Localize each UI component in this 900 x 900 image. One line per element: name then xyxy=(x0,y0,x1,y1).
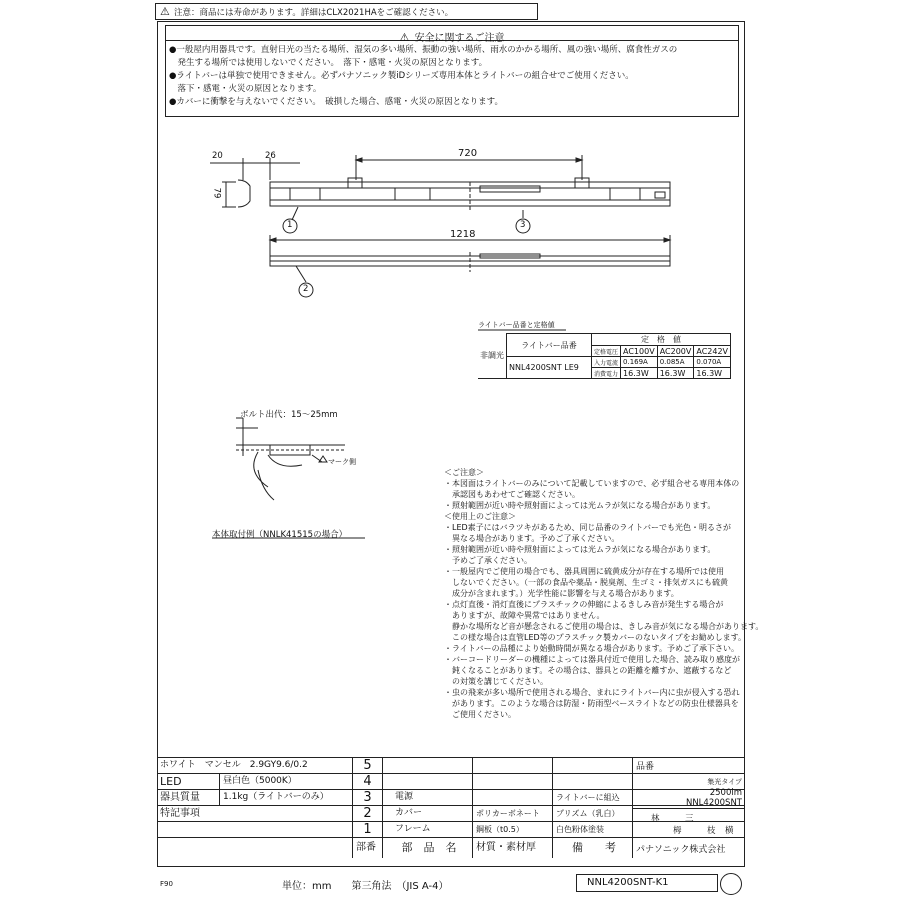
part-number-4: 4 xyxy=(352,774,382,789)
note-line: 成分が含まれます。）光学性能に影響を与える場合があります。 xyxy=(444,589,679,598)
safety-warning-icon: ⚠ xyxy=(399,31,410,44)
checker-name-1: 林 三 xyxy=(651,814,694,824)
dim-720: 720 xyxy=(458,148,478,159)
part-number-3: 3 xyxy=(352,790,382,805)
color-spec: ホワイト マンセル 2.9GY9.6/0.2 xyxy=(160,760,308,770)
checker-area xyxy=(633,808,745,840)
rating-header-item: ライトバー品番 xyxy=(507,334,592,357)
note-line: ・照射範囲が近い時や照射面によっては光ムラが気になる場合があります。 xyxy=(444,545,716,554)
revision-circle xyxy=(720,873,742,895)
rating-voltage-2: AC200V xyxy=(657,346,694,357)
note-line: ・ライトバーの品種により始動時間が異なる場合があります。予めご了承下さい。 xyxy=(444,644,739,653)
part-number-1: 1 xyxy=(352,822,382,837)
empty-cell xyxy=(552,774,632,789)
rating-power-2: 16.3W xyxy=(657,368,694,379)
type-name: 集光タイプ xyxy=(707,778,742,786)
dim-26: 26 xyxy=(265,151,276,161)
header-notes: 備 考 xyxy=(552,838,632,858)
note-line: ＜使用上のご注意＞ xyxy=(444,512,516,521)
note-line: ・点灯直後・消灯直後にプラスチックの伸縮によるきしみ音が発生する場合が xyxy=(444,600,724,609)
dim-79: 79 xyxy=(211,187,222,199)
part3-note: ライトバーに組込 xyxy=(552,790,632,805)
note-line: ＜ご注意＞ xyxy=(444,468,484,477)
rating-current-3: 0.070A xyxy=(694,357,731,368)
rating-type: 非調光 xyxy=(478,334,507,379)
callout-2: 2 xyxy=(303,284,309,294)
empty-cell xyxy=(472,790,552,805)
header-part-number: 部番 xyxy=(352,838,382,858)
dim-20: 20 xyxy=(212,151,223,161)
special-notes-label: 特記事項 xyxy=(160,808,200,819)
rating-voltage-3: AC242V xyxy=(694,346,731,357)
part-number-2: 2 xyxy=(352,806,382,821)
empty-cell xyxy=(382,774,472,789)
header-material: 材質・素材厚 xyxy=(472,838,552,858)
mass-label: 器具質量 xyxy=(160,792,200,803)
note-line: ・LED素子にはバラツキがあるため、同じ品番のライトバーでも光色・明るさが xyxy=(444,523,731,532)
safety-line-3: ●ライトバーは単独で使用できません。必ずパナソニック製iDシリーズ専用本体とライトバーの組合せでご使用ください。 xyxy=(169,71,634,81)
note-line: しないでください。（一部の食品や薬品・脱臭剤、生ゴミ・排気ガスにも硫黄 xyxy=(444,578,728,587)
rating-voltage-1: AC100V xyxy=(621,346,658,357)
drawing-number-box xyxy=(576,874,718,892)
note-line: ありますが、故障や異常ではありません。 xyxy=(444,611,605,620)
company-name: パナソニック株式会社 xyxy=(636,845,726,855)
safety-line-4: 落下・感電・火災の原因となります。 xyxy=(169,84,322,94)
mount-example-caption: 本体取付例（NNLK41515の場合） xyxy=(212,530,348,540)
note-line: 鈍くなることがあります。その場合は、器具との距離を離すか、遮蔽するなど xyxy=(444,666,732,675)
note-line: 静かな場所など音が懸念されるご使用の場合は、きしみ音が気になる場合があります。 xyxy=(444,622,764,631)
header-part-name: 部 品 名 xyxy=(382,838,472,858)
safety-title: 安全に関するご注意 xyxy=(414,33,505,44)
note-line: ・本図面はライトバーのみについて記載していますので、必ず組合せる専用本体の xyxy=(444,479,740,488)
rating-current-1: 0.169A xyxy=(621,357,658,368)
title-block xyxy=(157,757,745,868)
rating-table xyxy=(478,333,731,379)
notice-text: 注意：商品には寿命があります。詳細はCLX2021HAをご確認ください。 xyxy=(174,8,454,18)
checker-name-3: 横 xyxy=(725,826,734,836)
note-line: この様な場合は直管LED等のプラスチック製カバーのないタイプをお勧めします。 xyxy=(444,633,746,642)
safety-line-5: ●カバーに衝撃を与えないでください。 破損した場合、感電・火災の原因となります。 xyxy=(169,97,503,107)
rating-power-3: 16.3W xyxy=(694,368,731,379)
part-number-5: 5 xyxy=(352,758,382,773)
part1-material: 鋼板（t0.5） xyxy=(472,822,552,837)
safety-line-1: ●一般屋内用器具です。直射日光の当たる場所、湿気の多い場所、振動の強い場所、雨水のかかる場所、風の強い場所、腐食性ガスの xyxy=(169,45,678,55)
callout-1: 1 xyxy=(287,220,293,230)
part2-material: ポリカーボネート xyxy=(472,806,552,821)
product-number: NNL4200SNT xyxy=(685,798,742,808)
empty-cell xyxy=(552,758,632,773)
note-line: 異なる場合があります。予めご了承ください。 xyxy=(444,534,620,543)
rating-table-caption: ライトバー品番と定格値 xyxy=(478,321,555,329)
note-line: があります。このような場合は防湿・防雨型ベースライトなどの防虫仕様器具を xyxy=(444,699,739,708)
led-value: 昼白色（5000K） xyxy=(219,774,352,789)
note-line: ・バーコードリーダーの機種によっては器具付近で使用した場合、読み取り感度が xyxy=(444,655,740,664)
rating-header-value: 定 格 値 xyxy=(592,334,731,346)
notice-warning-icon: ⚠ xyxy=(160,5,170,18)
note-line: ・虫の飛来が多い場所で使用される場合、まれにライトバー内に虫が侵入する恐れ xyxy=(444,688,740,697)
product-block xyxy=(632,758,745,858)
note-line: ご使用ください。 xyxy=(444,710,516,719)
part2-note: プリズム（乳白） xyxy=(552,806,632,821)
rating-model: NNL4200SNT LE9 xyxy=(507,357,592,379)
part1-note: 白色粉体塗装 xyxy=(552,822,632,837)
empty-cell xyxy=(382,758,472,773)
lumen: 2500lm xyxy=(709,788,742,798)
rating-current-2: 0.085A xyxy=(657,357,694,368)
mark-side: マーク側 xyxy=(328,458,356,466)
hinban-label: 品番 xyxy=(636,762,655,772)
note-line: 予めご了承ください。 xyxy=(444,556,532,565)
rating-label-current: 入力電流 xyxy=(592,357,621,368)
drawing-number: NNL4200SNT-K1 xyxy=(587,877,669,888)
callout-3: 3 xyxy=(520,220,526,230)
empty-cell xyxy=(472,774,552,789)
note-line: 承認図もあわせてご確認ください。 xyxy=(444,490,580,499)
dim-1218: 1218 xyxy=(450,229,476,240)
rating-label-voltage: 定格電圧 xyxy=(592,346,621,357)
empty-cell xyxy=(472,758,552,773)
note-line: ・一般屋内でご使用の場合でも、器具周囲に硫黄成分が存在する場所では使用 xyxy=(444,567,724,576)
part2-name: カバー xyxy=(382,806,472,821)
footer-unit: 単位：mm 第三角法 （JIS A-4） xyxy=(282,881,449,892)
rating-label-power: 消費電力 xyxy=(592,368,621,379)
led-label: LED xyxy=(160,775,182,788)
part1-name: フレーム xyxy=(382,822,472,837)
checker-name-2: 栂 枝 xyxy=(673,826,716,836)
footer-code: F90 xyxy=(160,880,173,888)
rating-power-1: 16.3W xyxy=(621,368,658,379)
safety-line-2: 発生する場所では使用しないでください。 落下・感電・火災の原因となります。 xyxy=(169,58,488,68)
part3-name: 電源 xyxy=(382,790,472,805)
bolt-length: ボルト出代：15～25mm xyxy=(240,410,338,420)
mass-value: 1.1kg（ライトバーのみ） xyxy=(219,790,352,805)
note-line: ・照射範囲が近い時や照射面によっては光ムラが気になる場合があります。 xyxy=(444,501,716,510)
note-line: の対策を講じてください。 xyxy=(444,677,548,686)
